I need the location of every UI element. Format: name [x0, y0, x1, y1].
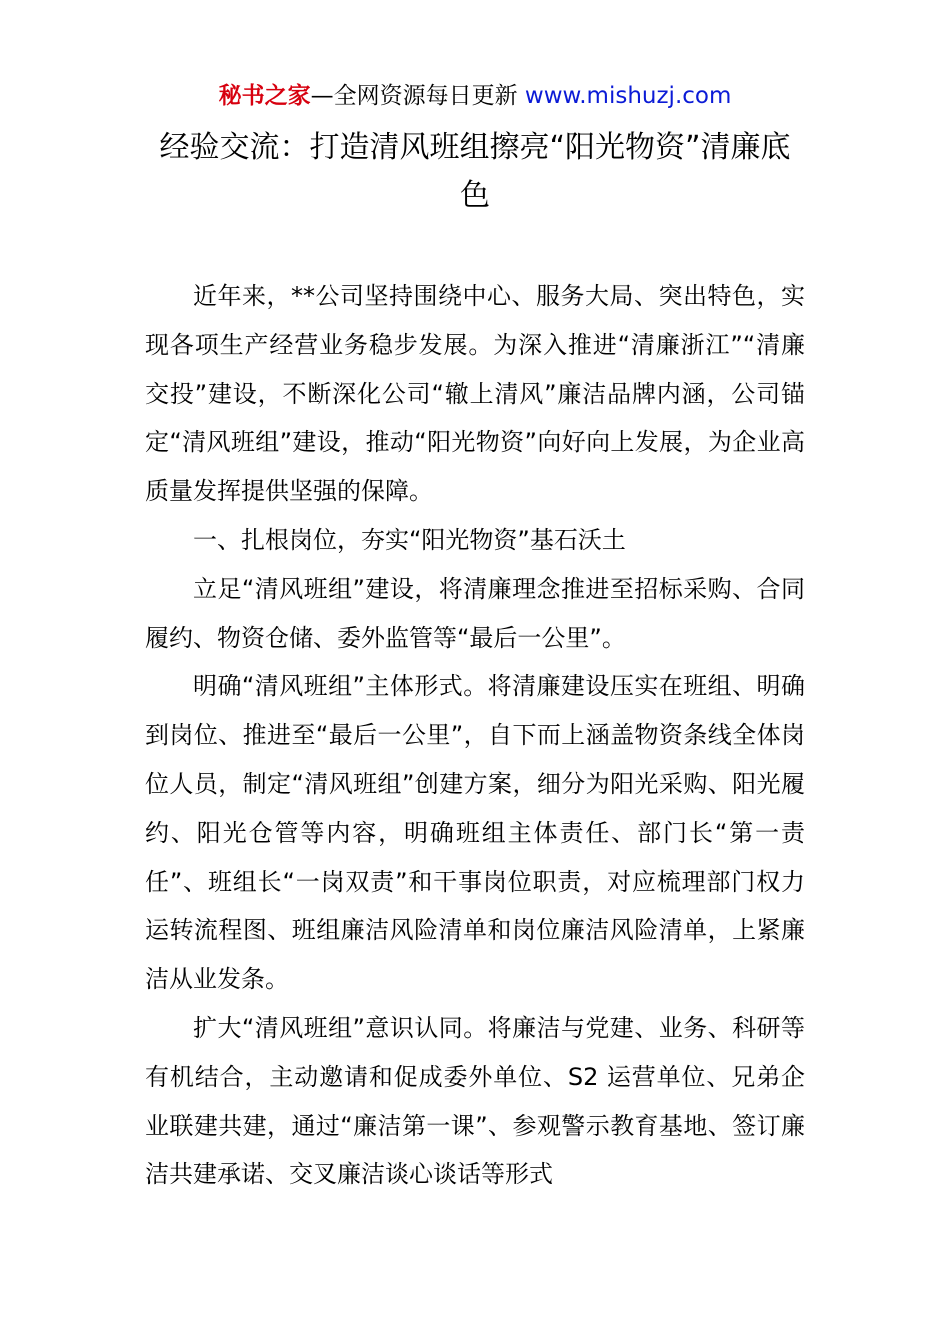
document-body: [145, 272, 805, 1199]
paragraph-intro: 近年来，**公司坚持围绕中心、服务大局、突出特色，实现各项生产经营业务稳步发展。为深入推进“清廉浙江”“清廉交投”建设，不断深化公司“辙上清风”廉洁品牌内涵，公司锚定“清风班组”建设，推动“阳光物资”向好向上发展，为企业高质量发挥提供坚强的保障。: [145, 282, 805, 506]
banner-tagline: —全网资源每日更新: [310, 83, 525, 109]
site-banner: [0, 80, 950, 112]
paragraph-section-1-intro: 立足“清风班组”建设，将清廉理念推进至招标采购、合同履约、物资仓储、委外监管等“最后一公里”。: [145, 574, 805, 652]
section-heading-1: 一、扎根岗位，夯实“阳光物资”基石沃土: [193, 525, 626, 554]
document-title: 经验交流：打造清风班组擦亮“阳光物资”清廉底色: [159, 130, 791, 213]
paragraph-main-form: 明确“清风班组”主体形式。将清廉建设压实在班组、明确到岗位、推进至“最后一公里”，自下而上涵盖物资条线全体岗位人员，制定“清风班组”创建方案，细分为阳光采购、阳光履约、阳光仓管等内容，明确班组主体责任、部门长“第一责任”、班组长“一岗双责”和干事岗位职责，对应梳理部门权力运转流程图、班组廉洁风险清单和岗位廉洁风险清单，上紧廉洁从业发条。: [145, 672, 805, 994]
paragraph-awareness: 扩大“清风班组”意识认同。将廉洁与党建、业务、科研等有机结合，主动邀请和促成委外单位、S2 运营单位、兄弟企业联建共建，通过“廉洁第一课”、参观警示教育基地、签订廉洁共建承诺、交叉廉洁谈心谈话等形式: [145, 1013, 805, 1189]
banner-brand: 秘书之家: [218, 83, 311, 109]
banner-url-link[interactable]: www.mishuzj.com: [524, 83, 732, 109]
